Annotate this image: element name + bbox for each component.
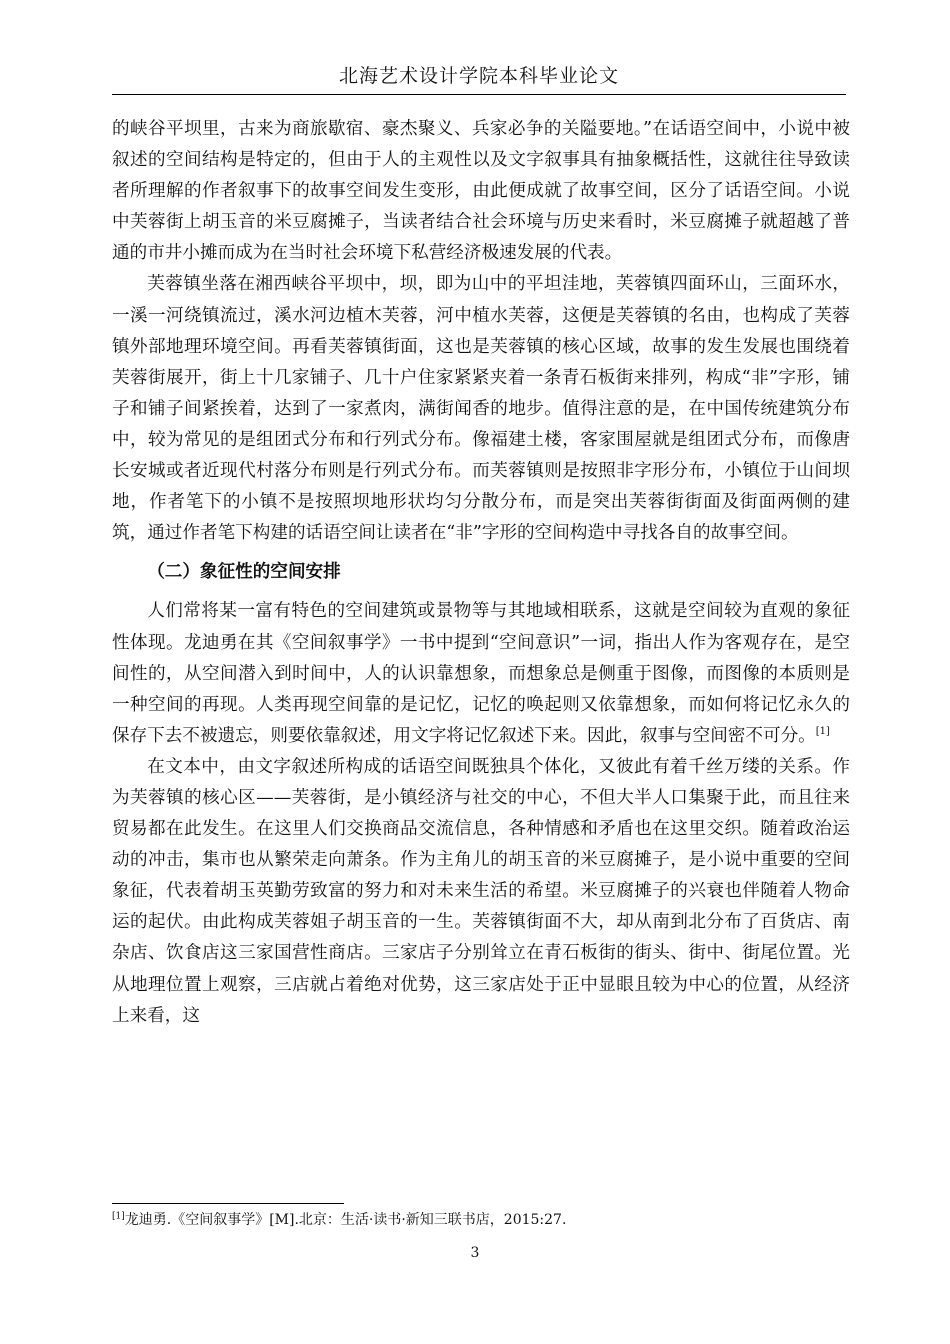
footnote-divider <box>112 1203 344 1204</box>
paragraph-4: 在文本中，由文字叙述所构成的话语空间既独具个体化，又彼此有着千丝万缕的关系。作为芙蓉镇的核心区——芙蓉街，是小镇经济与社交的中心，不但大半人口集聚于此，而且往来贸易都在此发生。在这里人们交换商品交流信息，各种情感和矛盾也在这里交织。随着政治运动的冲击，集市也从繁荣走向萧条。作为主角儿的胡玉音的米豆腐摊子，是小说中重要的空间象征，代表着胡玉英勤劳致富的努力和对未来生活的希望。米豆腐摊子的兴衰也伴随着人物命运的起伏。由此构成芙蓉姐子胡玉音的一生。芙蓉镇街面不大，却从南到北分布了百货店、南杂店、饮食店这三家国营性商店。三家店子分别耸立在青石板街的街头、街中、街尾位置。光从地理位置上观察，三店就占着绝对优势，这三家店处于正中显眼且较为中心的位置，从经济上来看，这 <box>112 756 850 1026</box>
footnote-text: 龙迪勇.《空间叙事学》[M].北京：生活·读书·新知三联书店，2015:27. <box>124 1212 567 1228</box>
header-divider <box>112 94 846 95</box>
paragraph-3 <box>112 596 850 751</box>
paragraph-3-text: 人们常将某一富有特色的空间建筑或景物等与其地域相联系，这就是空间较为直观的象征性体现。龙迪勇在其《空间叙事学》一书中提到“空间意识”一词，指出人作为客观存在，是空间性的，从空间潜入到时间中，人的认识靠想象，而想象总是侧重于图像，而图像的本质则是一种空间的再现。人类再现空间靠的是记忆，记忆的唤起则又依靠想象，而如何将记忆永久的保存下去不被遗忘，则要依靠叙述，用文字将记忆叙述下来。因此，叙事与空间密不可分。 <box>112 601 850 746</box>
footnote-reference: [1] <box>815 725 830 737</box>
paragraph-1: 的峡谷平坝里，古来为商旅歇宿、豪杰聚义、兵家必争的关隘要地。”在话语空间中，小说中被叙述的空间结构是特定的，但由于人的主观性以及文字叙事具有抽象概括性，这就往往导致读者所理解的作者叙事下的故事空间发生变形，由此便成就了故事空间，区分了话语空间。小说中芙蓉街上胡玉音的米豆腐摊子，当读者结合社会环境与历史来看时，米豆腐摊子就超越了普通的市井小摊而成为在当时社会环境下私营经济极速发展的代表。 <box>112 119 850 264</box>
body-text <box>112 114 850 1032</box>
footnote-mark: [1] <box>112 1211 125 1222</box>
page-header-title: 北海艺术设计学院本科毕业论文 <box>338 65 619 87</box>
page-number: 3 <box>470 1245 480 1261</box>
paragraph-2: 芙蓉镇坐落在湘西峡谷平坝中，坝，即为山中的平坦洼地，芙蓉镇四面环山，三面环水，一溪一河绕镇流过，溪水河边植木芙蓉，河中植水芙蓉，这便是芙蓉镇的名由，也构成了芙蓉镇外部地理环境空间。再看芙蓉镇街面，这也是芙蓉镇的核心区域，故事的发生发展也围绕着芙蓉街展开，街上十几家铺子、几十户住家紧紧夹着一条青石板街来排列，构成“非”字形，铺子和铺子间紧挨着，达到了一家煮肉，满街闻香的地步。值得注意的是，在中国传统建筑分布中，较为常见的是组团式分布和行列式分布。像福建土楼，客家围屋就是组团式分布，而像唐长安城或者近现代村落分布则是行列式分布。而芙蓉镇则是按照非字形分布，小镇位于山间坝地，作者笔下的小镇不是按照坝地形状均匀分散分布，而是突出芙蓉街街面及街面两侧的建筑，通过作者笔下构建的话语空间让读者在“非”字形的空间构造中寻找各自的故事空间。 <box>112 274 850 544</box>
footnote <box>112 1209 852 1231</box>
section-heading: （二）象征性的空间安排 <box>147 562 341 583</box>
